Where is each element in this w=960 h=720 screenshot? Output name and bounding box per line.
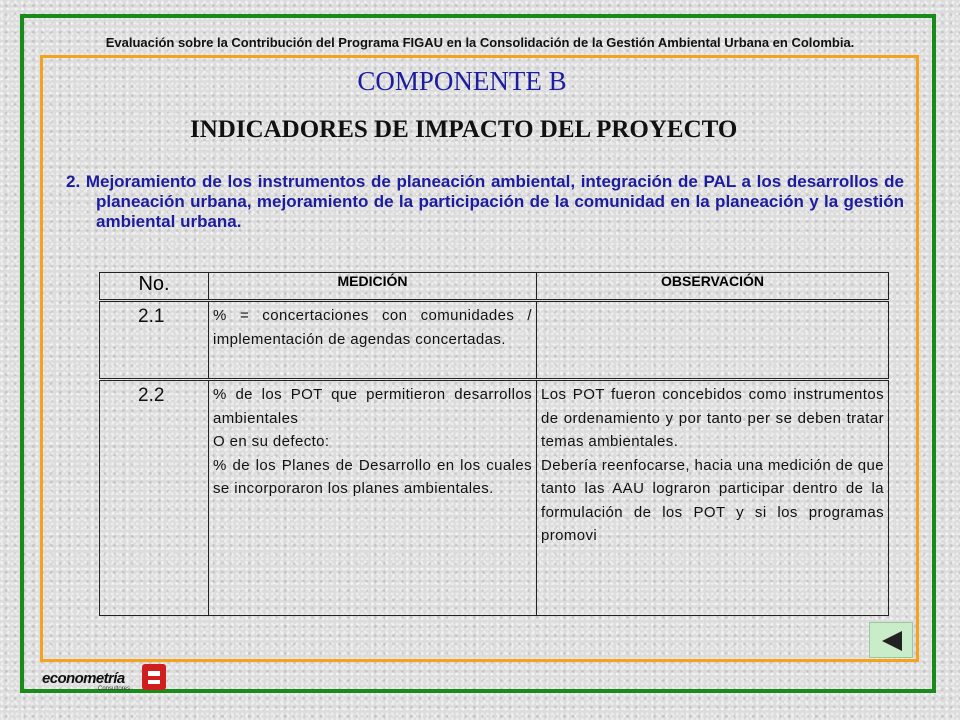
indicators-table xyxy=(99,272,889,616)
medicion-line: % = concertaciones con comunidades / implementación de agendas concertadas. xyxy=(213,307,532,348)
medicion-cell xyxy=(209,380,537,616)
component-title: COMPONENTE B xyxy=(357,66,567,96)
medicion-line: % de los Planes de Desarrollo en los cuales se incorporaron los planes ambientales. xyxy=(213,456,532,497)
observacion-line: Los POT fueron concebidos como instrumentos de ordenamiento y por tanto per se deben tratar temas ambientales. xyxy=(541,386,884,450)
row-number: 2.1 xyxy=(100,301,209,380)
table-row xyxy=(100,301,889,380)
table-header-row xyxy=(100,273,889,301)
table-row xyxy=(100,380,889,616)
header-no: No. xyxy=(100,273,209,301)
medicion-line: % de los POT que permitieron desarrollos ambientales xyxy=(213,386,532,427)
medicion-line: O en su defecto: xyxy=(213,433,330,450)
row-number: 2.2 xyxy=(100,380,209,616)
section-title: INDICADORES DE IMPACTO DEL PROYECTO xyxy=(190,116,738,143)
observacion-cell xyxy=(537,380,889,616)
observacion-line: Debería reenfocarse, hacia una medición de que tanto las AAU lograron participar dentro de la formulación de los POT y si los programas promovi xyxy=(541,456,884,544)
header-note: Evaluación sobre la Contribución del Programa FIGAU en la Consolidación de la Gestión Ambiental Urbana en Colombia. xyxy=(105,35,855,50)
back-button[interactable] xyxy=(869,622,913,658)
triangle-left-icon xyxy=(880,630,904,652)
econometria-logo xyxy=(42,664,167,692)
header-observacion: OBSERVACIÓN xyxy=(537,273,889,301)
logo-word: econometría xyxy=(42,670,125,687)
logo-sub: Consultores xyxy=(98,686,131,692)
observacion-cell xyxy=(537,301,889,380)
logo-e-icon xyxy=(142,664,166,690)
intro-paragraph: 2. Mejoramiento de los instrumentos de planeación ambiental, integración de PAL a los desarrollos de planeación urbana, mejoramiento de la participación de la comunidad en la planeación y la gestión ambiental urbana. xyxy=(66,172,904,231)
medicion-cell xyxy=(209,301,537,380)
header-medicion: MEDICIÓN xyxy=(209,273,537,301)
